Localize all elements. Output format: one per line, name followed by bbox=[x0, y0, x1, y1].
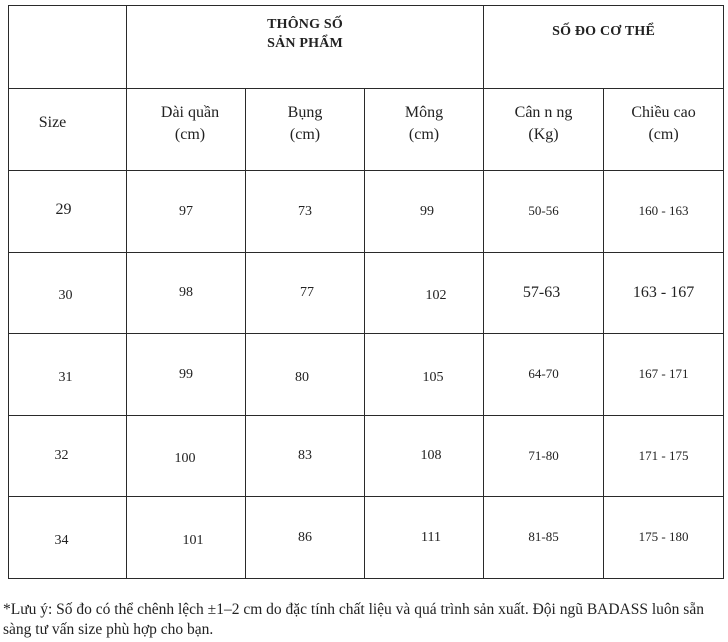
table-cell bbox=[127, 497, 246, 579]
column-header-text: Chiều cao (cm) bbox=[631, 104, 696, 143]
cell-text: 73 bbox=[298, 203, 312, 219]
cell-text: 160 - 163 bbox=[638, 203, 689, 218]
product-specs-header bbox=[127, 6, 484, 89]
table-row bbox=[9, 171, 724, 253]
cell-text: 97 bbox=[179, 203, 193, 219]
cell-text: 71-80 bbox=[528, 447, 559, 463]
cell-text: 34 bbox=[54, 532, 69, 548]
column-header bbox=[246, 89, 365, 171]
size-cell bbox=[9, 334, 127, 416]
table-cell bbox=[246, 253, 365, 334]
cell-text: 111 bbox=[421, 529, 441, 545]
table-cell bbox=[365, 171, 484, 253]
cell-text: 32 bbox=[54, 448, 69, 463]
cell-text: 99 bbox=[179, 366, 193, 382]
table-cell bbox=[246, 171, 365, 253]
table-cell bbox=[365, 253, 484, 334]
cell-text: 57-63 bbox=[522, 283, 561, 301]
size-cell bbox=[9, 253, 127, 334]
table-cell bbox=[365, 334, 484, 416]
cell-text: 167 - 171 bbox=[638, 366, 689, 381]
size-cell bbox=[9, 497, 127, 579]
cell-text: 83 bbox=[298, 448, 312, 463]
table-cell bbox=[127, 334, 246, 416]
body-measurements-header-text: SỐ ĐO CƠ THỂ bbox=[552, 24, 655, 39]
column-header-text: Mông (cm) bbox=[404, 104, 444, 143]
empty-corner-cell bbox=[9, 6, 127, 89]
cell-text: 86 bbox=[298, 529, 312, 545]
cell-text: 64-70 bbox=[528, 366, 559, 381]
column-header-row bbox=[9, 89, 724, 171]
column-header bbox=[484, 89, 604, 171]
cell-text: 30 bbox=[58, 288, 73, 303]
cell-text: 163 - 167 bbox=[632, 283, 695, 301]
cell-text: 99 bbox=[420, 203, 435, 219]
cell-text: 81-85 bbox=[528, 529, 559, 544]
table-row bbox=[9, 334, 724, 416]
column-header-text: Dài quần (cm) bbox=[160, 104, 220, 143]
table-cell bbox=[127, 253, 246, 334]
column-header bbox=[604, 89, 724, 171]
size-cell bbox=[9, 416, 127, 497]
column-header-text: Size bbox=[38, 114, 67, 131]
cell-text: 29 bbox=[55, 201, 72, 218]
cell-text: 171 - 175 bbox=[638, 447, 689, 463]
column-header bbox=[365, 89, 484, 171]
table-cell bbox=[604, 334, 724, 416]
column-header bbox=[127, 89, 246, 171]
table-cell bbox=[604, 253, 724, 334]
table-cell bbox=[127, 416, 246, 497]
table-cell bbox=[246, 497, 365, 579]
disclaimer-note: *Lưu ý: Số đo có thể chênh lệch ±1–2 cm do đặc tính chất liệu và quá trình sản xuất. Đội ngũ BADASS luôn sẵn sàng tư vấn size phù hợp cho bạn. bbox=[3, 601, 704, 638]
table-cell bbox=[484, 416, 604, 497]
cell-text: 108 bbox=[420, 448, 442, 463]
cell-text: 175 - 180 bbox=[638, 529, 689, 544]
cell-text: 105 bbox=[422, 369, 444, 385]
cell-text: 102 bbox=[425, 288, 447, 303]
table-cell bbox=[604, 497, 724, 579]
cell-text: 80 bbox=[295, 369, 309, 385]
table-cell bbox=[604, 171, 724, 253]
table-row bbox=[9, 253, 724, 334]
table-cell bbox=[365, 497, 484, 579]
body-measurements-header bbox=[484, 6, 724, 89]
table-cell bbox=[484, 171, 604, 253]
table-cell bbox=[246, 416, 365, 497]
cell-text: 77 bbox=[300, 285, 314, 300]
table-row bbox=[9, 497, 724, 579]
table-cell bbox=[604, 416, 724, 497]
size-chart-table bbox=[8, 5, 724, 579]
cell-text: 31 bbox=[58, 369, 73, 385]
table-cell bbox=[127, 171, 246, 253]
table-row bbox=[9, 416, 724, 497]
column-header bbox=[9, 89, 127, 171]
cell-text: 98 bbox=[179, 285, 193, 300]
group-header-row bbox=[9, 6, 724, 89]
table-cell bbox=[365, 416, 484, 497]
table-cell bbox=[484, 253, 604, 334]
size-cell bbox=[9, 171, 127, 253]
table-cell bbox=[246, 334, 365, 416]
column-header-text: Bụng (cm) bbox=[287, 104, 323, 143]
column-header-text: Cân n ng (Kg) bbox=[514, 104, 573, 143]
table-cell bbox=[484, 334, 604, 416]
product-specs-header-text: THÔNG SỐ SẢN PHẨM bbox=[267, 17, 343, 51]
cell-text: 100 bbox=[174, 451, 196, 466]
cell-text: 101 bbox=[182, 532, 204, 548]
table-cell bbox=[484, 497, 604, 579]
cell-text: 50-56 bbox=[528, 203, 559, 218]
